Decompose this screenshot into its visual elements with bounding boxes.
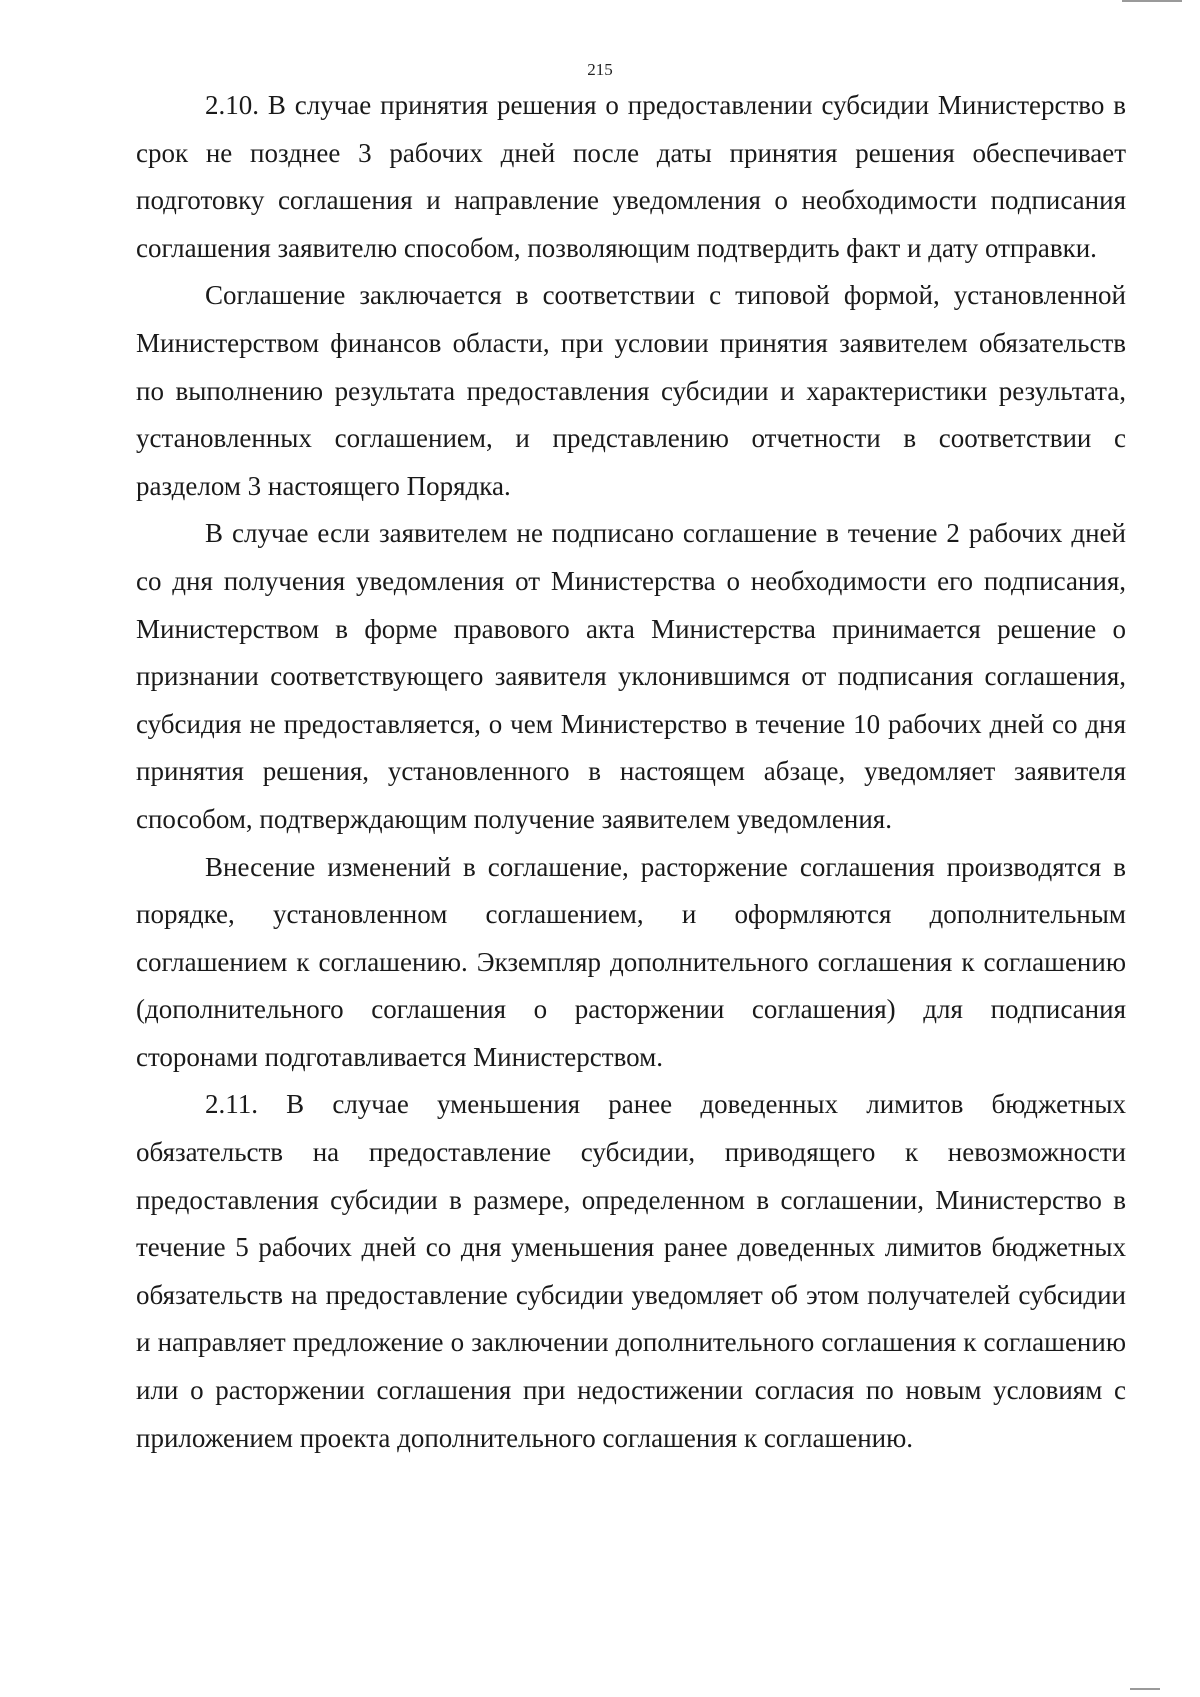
document-body bbox=[136, 82, 1126, 1462]
paragraph-2-11: 2.11. В случае уменьшения ранее доведенных лимитов бюджетных обязательств на предоставление субсидии, приводящего к невозможности предоставления субсидии в размере, определенном в соглашении, Министерство в течение 5 рабочих дней со дня уменьшения ранее доведенных лимитов бюджетных обязательств на предоставление субсидии уведомляет об этом получателей субсидии и направляет предложение о заключении дополнительного соглашения к соглашению или о расторжении соглашения при недостижении согласия по новым условиям с приложением проекта дополнительного соглашения к соглашению. bbox=[136, 1089, 1126, 1453]
scan-artifact-bottom-right bbox=[1130, 1688, 1160, 1690]
paragraph-agreement-form: Соглашение заключается в соответствии с типовой формой, установленной Министерством финансов области, при условии принятия заявителем обязательств по выполнению результата предоставления субсидии и характеристики результата, установленных соглашением, и представлению отчетности в соответствии с разделом 3 настоящего Порядка. bbox=[136, 280, 1126, 501]
paragraph-unsigned-agreement: В случае если заявителем не подписано соглашение в течение 2 рабочих дней со дня получения уведомления от Министерства о необходимости его подписания, Министерством в форме правового акта Министерства принимается решение о признании соответствующего заявителя уклонившимся от подписания соглашения, субсидия не предоставляется, о чем Министерство в течение 10 рабочих дней со дня принятия решения, установленного в настоящем абзаце, уведомляет заявителя способом, подтверждающим получение заявителем уведомления. bbox=[136, 518, 1126, 834]
page-number: 215 bbox=[587, 60, 613, 79]
paragraph-2-10: 2.10. В случае принятия решения о предоставлении субсидии Министерство в срок не позднее 3 рабочих дней после даты принятия решения обеспечивает подготовку соглашения и направление уведомления о необходимости подписания соглашения заявителю способом, позволяющим подтвердить факт и дату отправки. bbox=[136, 90, 1126, 263]
paragraph-amendments: Внесение изменений в соглашение, расторжение соглашения производятся в порядке, установленном соглашением, и оформляются дополнительным соглашением к соглашению. Экземпляр дополнительного соглашения к соглашению (дополнительного соглашения о расторжении соглашения) для подписания сторонами подготавливается Министерством. bbox=[136, 851, 1126, 1072]
scan-artifact-top-right bbox=[1122, 0, 1182, 2]
